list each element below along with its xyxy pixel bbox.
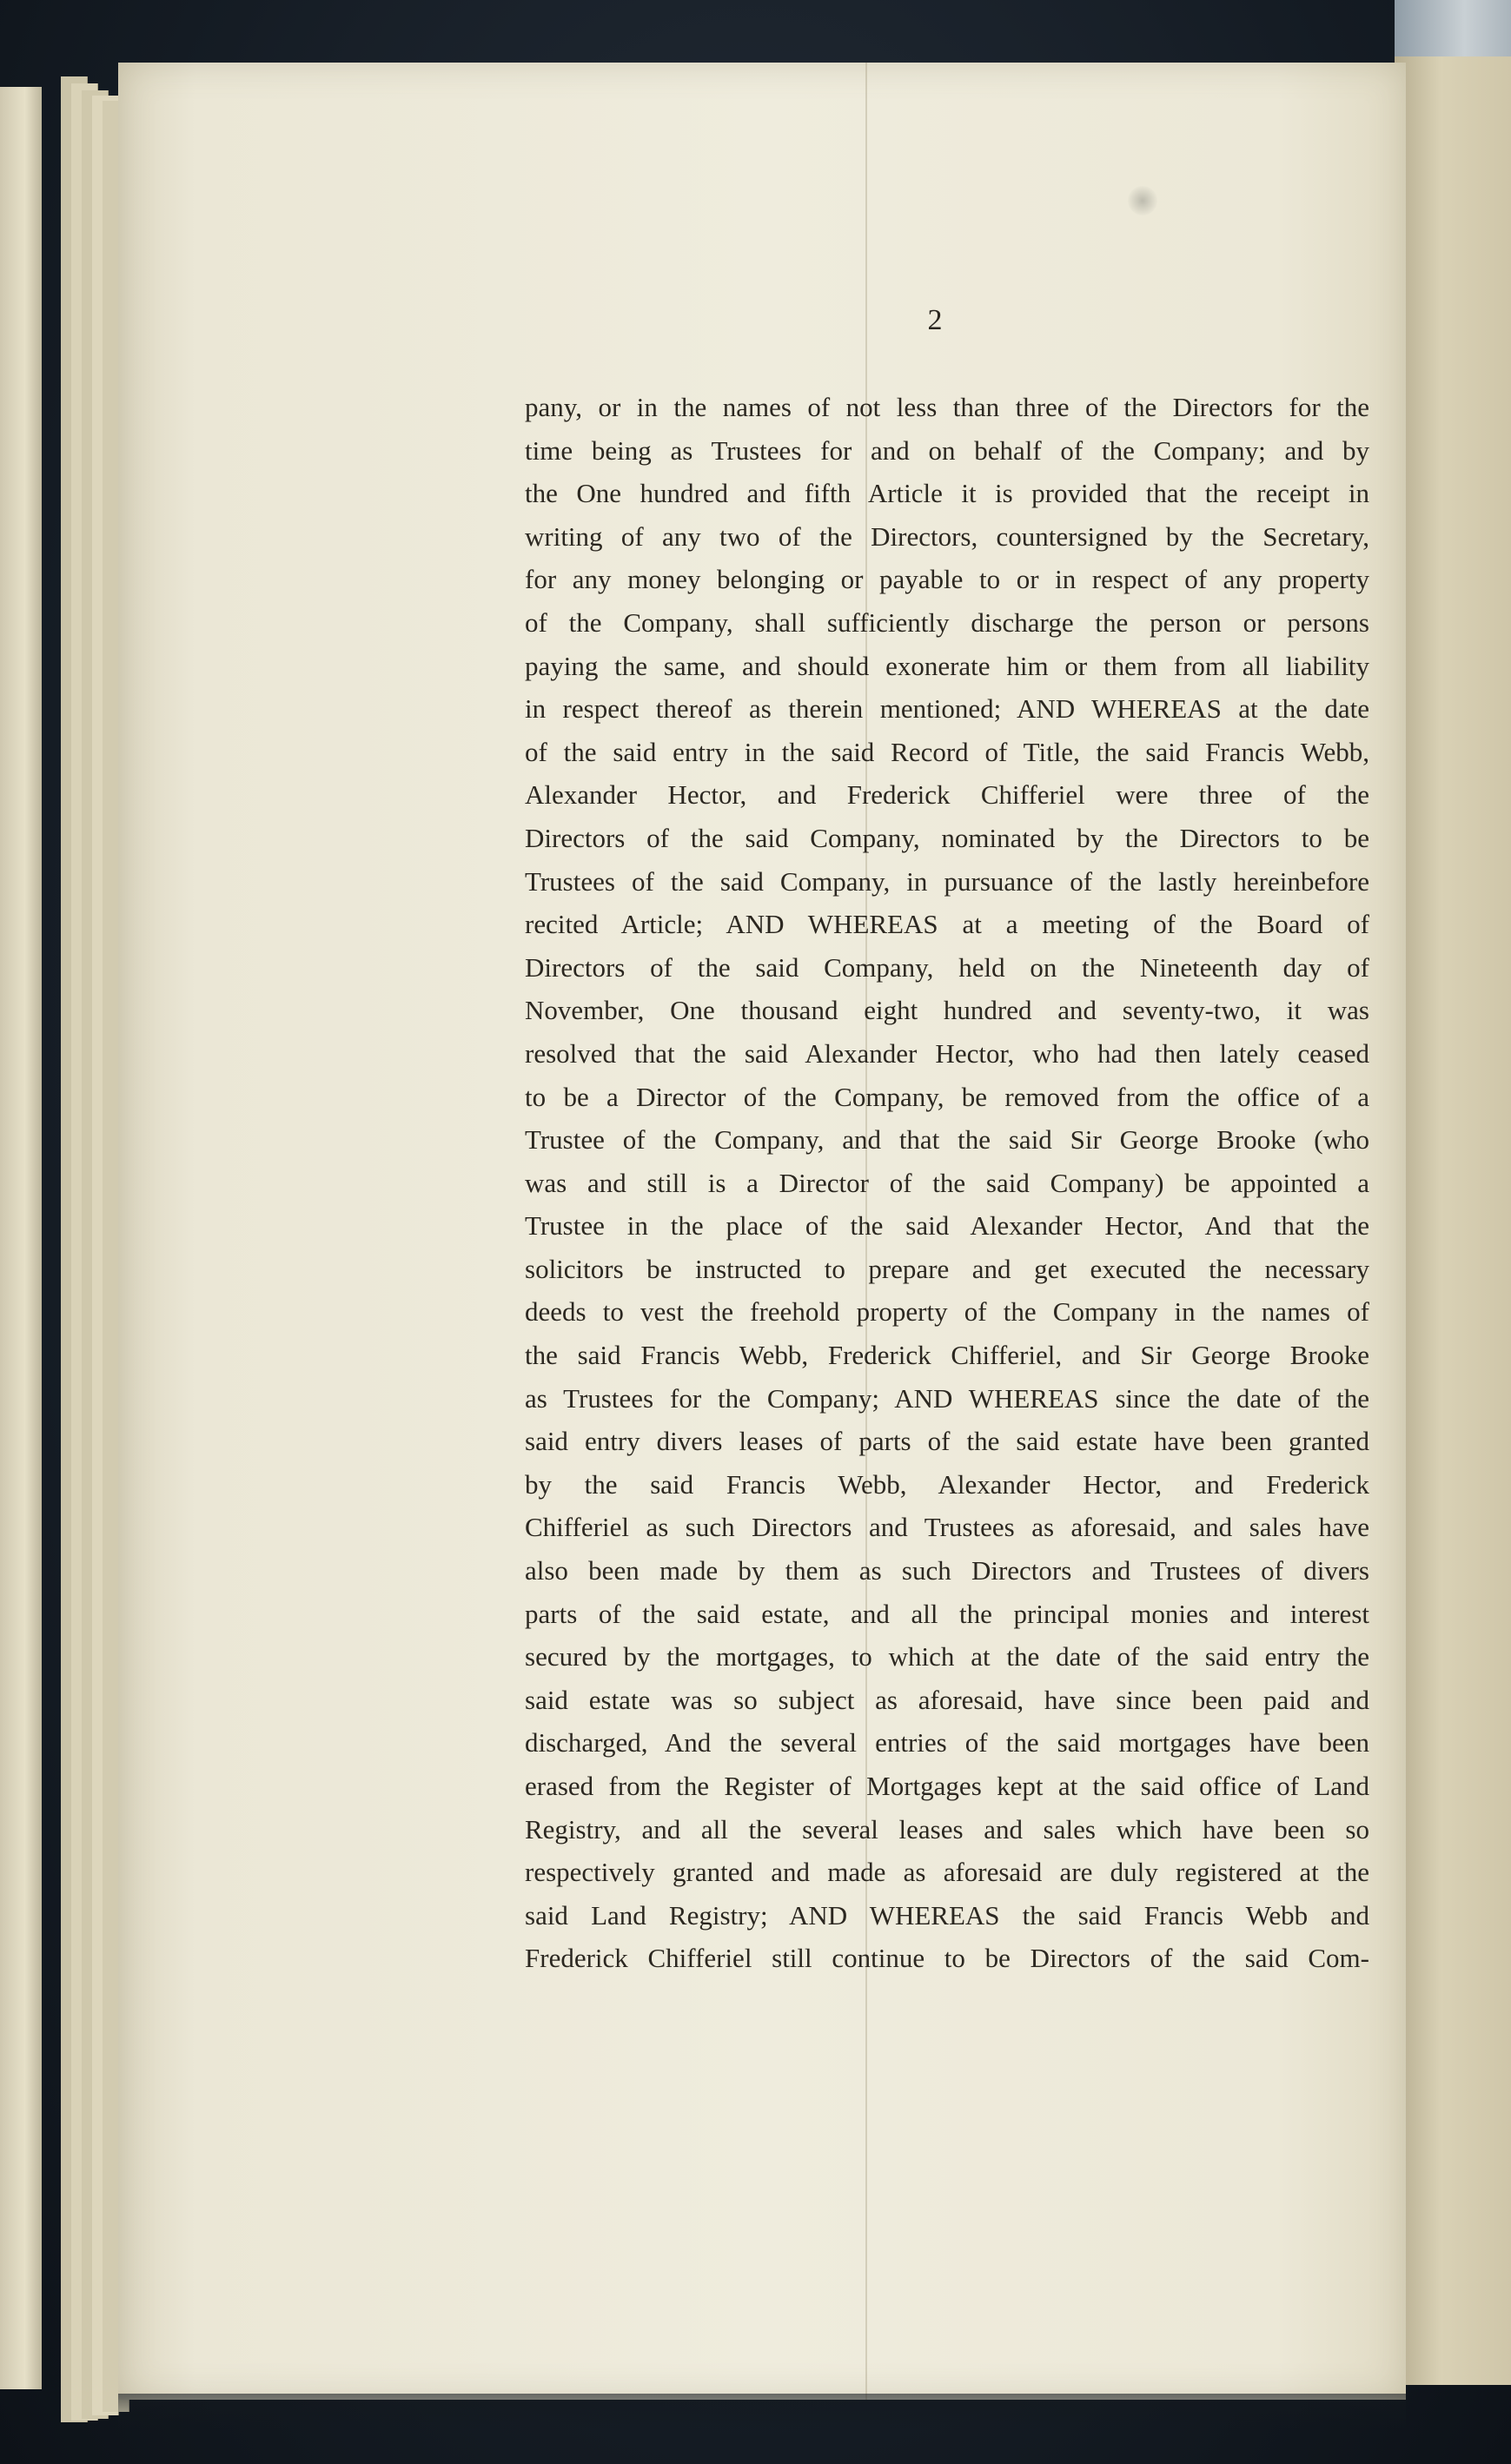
text-line: of the Company, shall sufficiently discharge the person or persons: [525, 606, 1369, 638]
text-line: the said Francis Webb, Frederick Chifferiel, and Sir George Brooke: [525, 1340, 1369, 1371]
text-line: deeds to vest the freehold property of the Company in the names of: [525, 1296, 1369, 1328]
text-line: secured by the mortgages, to which at the date of the said entry the: [525, 1641, 1369, 1672]
text-line: Chifferiel as such Directors and Trustees as aforesaid, and sales have: [525, 1512, 1369, 1543]
text-line: paying the same, and should exonerate him or them from all liability: [525, 650, 1369, 681]
text-line: Frederick Chifferiel still continue to be Directors of the said Com-: [525, 1943, 1369, 1974]
text-line: solicitors be instructed to prepare and get executed the necessary: [525, 1253, 1369, 1284]
text-line: also been made by them as such Directors and Trustees of divers: [525, 1555, 1369, 1586]
text-line: of the said entry in the said Record of Title, the said Francis Webb,: [525, 736, 1369, 767]
text-line: Trustee in the place of the said Alexander Hector, And that the: [525, 1210, 1369, 1242]
body-text: [525, 386, 1369, 1980]
text-line: resolved that the said Alexander Hector, who had then lately ceased: [525, 1037, 1369, 1069]
text-line: to be a Director of the Company, be removed from the office of a: [525, 1081, 1369, 1112]
text-line: Directors of the said Company, nominated by the Directors to be: [525, 822, 1369, 853]
text-line: by the said Francis Webb, Alexander Hector, and Frederick: [525, 1468, 1369, 1500]
text-line: Trustee of the Company, and that the said Sir George Brooke (who: [525, 1124, 1369, 1156]
page-number: 2: [927, 304, 943, 336]
text-line: Alexander Hector, and Frederick Chifferiel were three of the: [525, 779, 1369, 811]
underlying-page-edge: [1395, 56, 1511, 2385]
text-line: the One hundred and fifth Article it is provided that the receipt in: [525, 478, 1369, 509]
text-line: discharged, And the several entries of the said mortgages have been: [525, 1727, 1369, 1759]
text-line: November, One thousand eight hundred and seventy-two, it was: [525, 995, 1369, 1026]
ink-spot: [1128, 186, 1157, 215]
text-line: Trustees of the said Company, in pursuance of the lastly hereinbefore: [525, 865, 1369, 897]
text-line: said entry divers leases of parts of the said estate have been granted: [525, 1426, 1369, 1457]
text-line: parts of the said estate, and all the principal monies and interest: [525, 1598, 1369, 1629]
text-line: Directors of the said Company, held on the Nineteenth day of: [525, 951, 1369, 983]
text-line: as Trustees for the Company; AND WHEREAS since the date of the: [525, 1382, 1369, 1414]
text-line: time being as Trustees for and on behalf of the Company; and by: [525, 434, 1369, 466]
opposite-page-edge: [0, 87, 42, 2389]
text-line: for any money belonging or payable to or in respect of any property: [525, 564, 1369, 595]
text-line: said Land Registry; AND WHEREAS the said Francis Webb and: [525, 1899, 1369, 1931]
page-shadow: [118, 2394, 1406, 2428]
text-line: in respect thereof as therein mentioned; AND WHEREAS at the date: [525, 693, 1369, 725]
text-line: said estate was so subject as aforesaid, have since been paid and: [525, 1684, 1369, 1715]
text-line: pany, or in the names of not less than three of the Directors for the: [525, 392, 1369, 422]
text-line: Registry, and all the several leases and sales which have been so: [525, 1813, 1369, 1845]
text-line: recited Article; AND WHEREAS at a meeting of the Board of: [525, 909, 1369, 940]
text-line: respectively granted and made as aforesaid are duly registered at the: [525, 1857, 1369, 1888]
text-line: writing of any two of the Directors, countersigned by the Secretary,: [525, 520, 1369, 552]
text-line: was and still is a Director of the said Company) be appointed a: [525, 1167, 1369, 1198]
text-line: erased from the Register of Mortgages kept at the said office of Land: [525, 1771, 1369, 1801]
